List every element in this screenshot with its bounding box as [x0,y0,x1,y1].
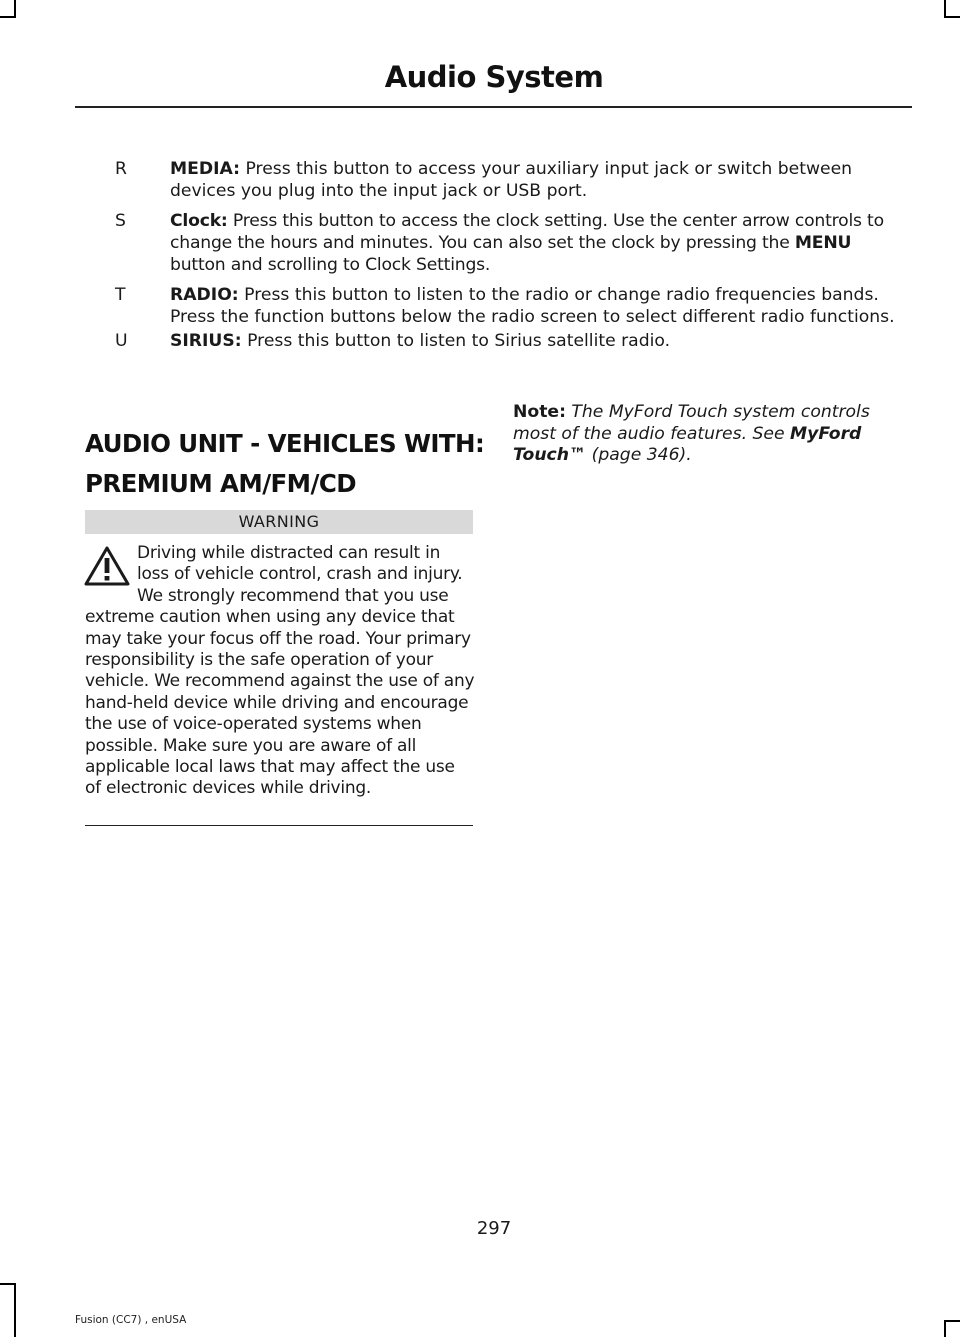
crop-mark [14,1283,16,1337]
note-label: Note: [513,402,566,422]
item-text-continued: button and scrolling to Clock Settings. [170,255,491,275]
item-letter: S [115,211,126,231]
item-letter: R [115,159,127,179]
list-item [115,210,905,276]
icon-spacer [85,543,137,607]
crop-mark [0,16,16,18]
note-reference: MyFord Touch™ [513,423,862,465]
item-label: SIRIUS: [170,331,242,351]
page-number: 297 [476,1218,512,1239]
header-rule [75,106,912,108]
item-body [170,210,905,276]
section-heading [85,426,485,502]
item-text: Press this button to listen to Sirius satellite radio. [241,331,671,351]
warning-rule [85,825,473,826]
crop-mark [944,16,960,18]
crop-mark [0,1283,16,1285]
page-header-title: Audio System [384,60,604,94]
list-item [115,158,905,202]
crop-mark [944,1320,960,1322]
warning-text [85,543,475,800]
item-text: Press this button to access the clock setting. Use the center arrow controls to change the hours and minutes. You can also set the clock by pressing the [170,211,884,253]
note-text: The MyFord Touch system controls most of the audio features. See [513,402,870,444]
item-label: Clock: [170,211,228,231]
note-page-ref: (page 346). [586,445,692,465]
item-label: MEDIA: [170,159,241,179]
footer: Fusion (CC7) , enUSA [75,1314,187,1326]
section-heading-line: PREMIUM AM/FM/CD [85,469,356,498]
item-text: Press this button to listen to the radio or change radio frequencies bands. Press the function buttons below the radio screen to select different radio functions. [170,285,895,327]
item-inline-bold: MENU [794,233,852,253]
warning-title: WARNING [85,510,473,534]
item-letter: U [115,331,128,351]
list-item [115,284,905,328]
list-item [115,330,905,352]
section-heading-line: AUDIO UNIT - VEHICLES WITH: [85,429,485,458]
warning-body: Driving while distracted can result in loss of vehicle control, crash and injury. We strongly recommend that you use extreme caution when using any device that may take your focus off the road. Your primary responsibility is the safe operation of your vehicle. We recommend against the use of any hand-held device while driving and encourage the use of voice-operated systems when possible. Make sure you are aware of all applicable local laws that may affect the use of electronic devices while driving. [85,543,475,799]
item-letter: T [115,285,126,305]
item-body [170,330,905,352]
crop-mark [944,1320,946,1337]
item-text: Press this button to access your auxiliary input jack or switch between devices you plug into the input jack or USB port. [170,159,853,201]
note [513,402,908,467]
item-label: RADIO: [170,285,239,305]
item-body [170,284,905,328]
item-body [170,158,905,202]
